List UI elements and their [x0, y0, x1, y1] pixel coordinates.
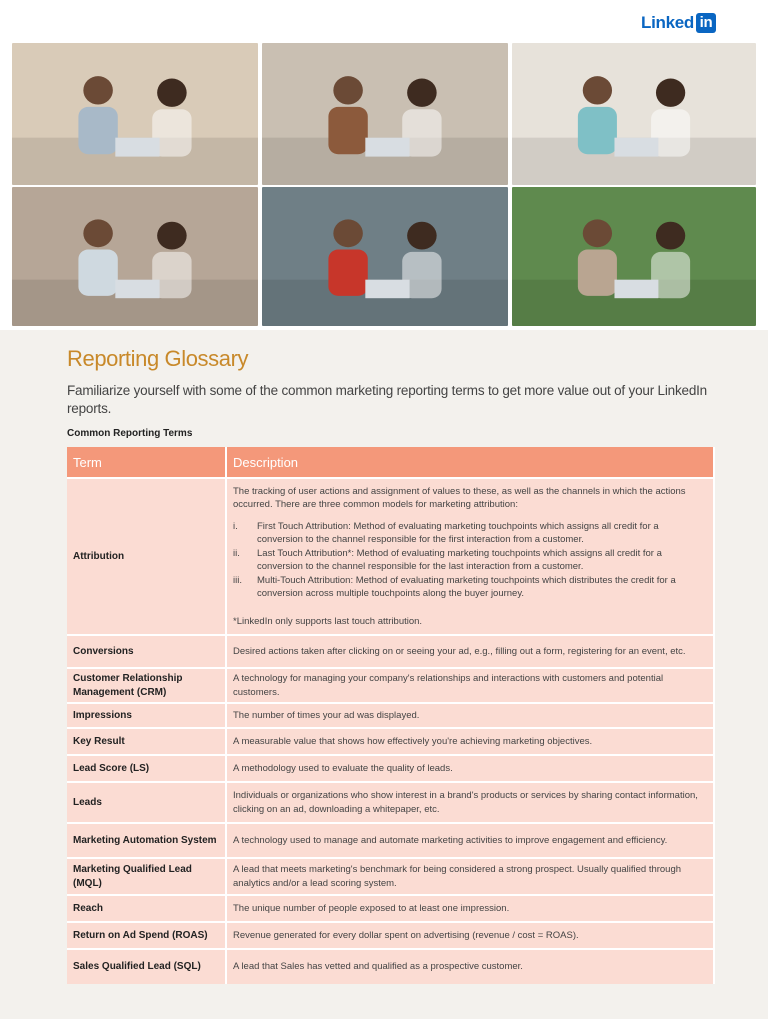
- list-text: Multi-Touch Attribution: Method of evaluating marketing touchpoints which distributes the credit for a conversion across multiple touchpoints along the buyer journey.: [257, 574, 676, 600]
- header-description: Description: [226, 447, 714, 478]
- table-row: [67, 949, 714, 984]
- table-row: [67, 703, 714, 728]
- list-item: [233, 520, 707, 547]
- term-cell: Attribution: [67, 478, 226, 635]
- table-row: [67, 782, 714, 823]
- logo-in-box: in: [696, 13, 716, 33]
- list-number: ii.: [233, 547, 240, 559]
- table-row: [67, 858, 714, 895]
- term-cell: Conversions: [67, 635, 226, 668]
- table-row: [67, 478, 714, 635]
- table-row: [67, 922, 714, 949]
- header-term: Term: [67, 447, 226, 478]
- list-text: First Touch Attribution: Method of evaluating marketing touchpoints which assigns all credit for a conversion to the channel responsible for the first interaction from a customer.: [257, 520, 659, 546]
- list-number: i.: [233, 520, 238, 532]
- term-cell: Impressions: [67, 703, 226, 728]
- description-cell: Individuals or organizations who show interest in a brand's products or services by sharing contact information, clicking on an ad, downloading a whitepaper, etc.: [226, 782, 714, 823]
- description-cell: The unique number of people exposed to at least one impression.: [226, 895, 714, 922]
- term-cell: Marketing Qualified Lead (MQL): [67, 858, 226, 895]
- term-cell: Return on Ad Spend (ROAS): [67, 922, 226, 949]
- table-row: [67, 895, 714, 922]
- description-cell: A measurable value that shows how effectively you're achieving marketing objectives.: [226, 728, 714, 755]
- glossary-table: [67, 447, 715, 984]
- term-cell: Customer Relationship Management (CRM): [67, 668, 226, 703]
- photo-sticky-notes-wall: [512, 43, 756, 185]
- table-row: [67, 668, 714, 703]
- description-cell: A technology used to manage and automate marketing activities to improve engagement and efficiency.: [226, 823, 714, 858]
- list-text: Last Touch Attribution*: Method of evaluating marketing touchpoints which assigns all credit for a conversion to the channel responsible for the last interaction from a customer.: [257, 547, 662, 573]
- term-cell: Lead Score (LS): [67, 755, 226, 782]
- linkedin-logo[interactable]: [641, 12, 716, 34]
- photo-meeting-table: [262, 43, 508, 185]
- photo-office-team: [12, 187, 258, 326]
- page-intro: Familiarize yourself with some of the common marketing reporting terms to get more value out of your LinkedIn reports.: [67, 383, 707, 416]
- description-cell: Desired actions taken after clicking on or seeing your ad, e.g., filling out a form, registering for an event, etc.: [226, 635, 714, 668]
- attribution-note: *LinkedIn only supports last touch attribution.: [233, 615, 423, 627]
- table-header-row: [67, 447, 714, 478]
- description-cell: Revenue generated for every dollar spent on advertising (revenue / cost = ROAS).: [226, 922, 714, 949]
- term-cell: Marketing Automation System: [67, 823, 226, 858]
- page-title: Reporting Glossary: [67, 346, 249, 371]
- table-caption: Common Reporting Terms: [67, 428, 193, 439]
- logo-wordmark: Linked: [641, 13, 694, 32]
- list-item: [233, 574, 707, 601]
- description-cell: A lead that meets marketing's benchmark for being considered a strong prospect. Usually qualified through analytics and/or a lead scoring system.: [226, 858, 714, 895]
- description-cell: A technology for managing your company's relationships and interactions with customers and potential customers.: [226, 668, 714, 703]
- attribution-intro: The tracking of user actions and assignment of values to these, as well as the channels in which the actions occurred. There are three common models for marketing attribution:: [233, 485, 686, 511]
- table-row: [67, 823, 714, 858]
- photo-two-women-laptops: [12, 43, 258, 185]
- term-cell: Reach: [67, 895, 226, 922]
- term-cell: Key Result: [67, 728, 226, 755]
- description-cell: A methodology used to evaluate the quality of leads.: [226, 755, 714, 782]
- description-cell: [226, 478, 714, 635]
- description-cell: The number of times your ad was displayed.: [226, 703, 714, 728]
- term-cell: Leads: [67, 782, 226, 823]
- description-cell: A lead that Sales has vetted and qualified as a prospective customer.: [226, 949, 714, 984]
- photo-outdoor-laptops: [512, 187, 756, 326]
- table-row: [67, 728, 714, 755]
- table-row: [67, 755, 714, 782]
- list-item: [233, 547, 707, 574]
- footer-strip: [0, 1019, 768, 1024]
- term-cell: Sales Qualified Lead (SQL): [67, 949, 226, 984]
- list-number: iii.: [233, 574, 242, 586]
- table-row: [67, 635, 714, 668]
- photo-woman-laptop-red: [262, 187, 508, 326]
- attribution-models-list: [233, 520, 707, 601]
